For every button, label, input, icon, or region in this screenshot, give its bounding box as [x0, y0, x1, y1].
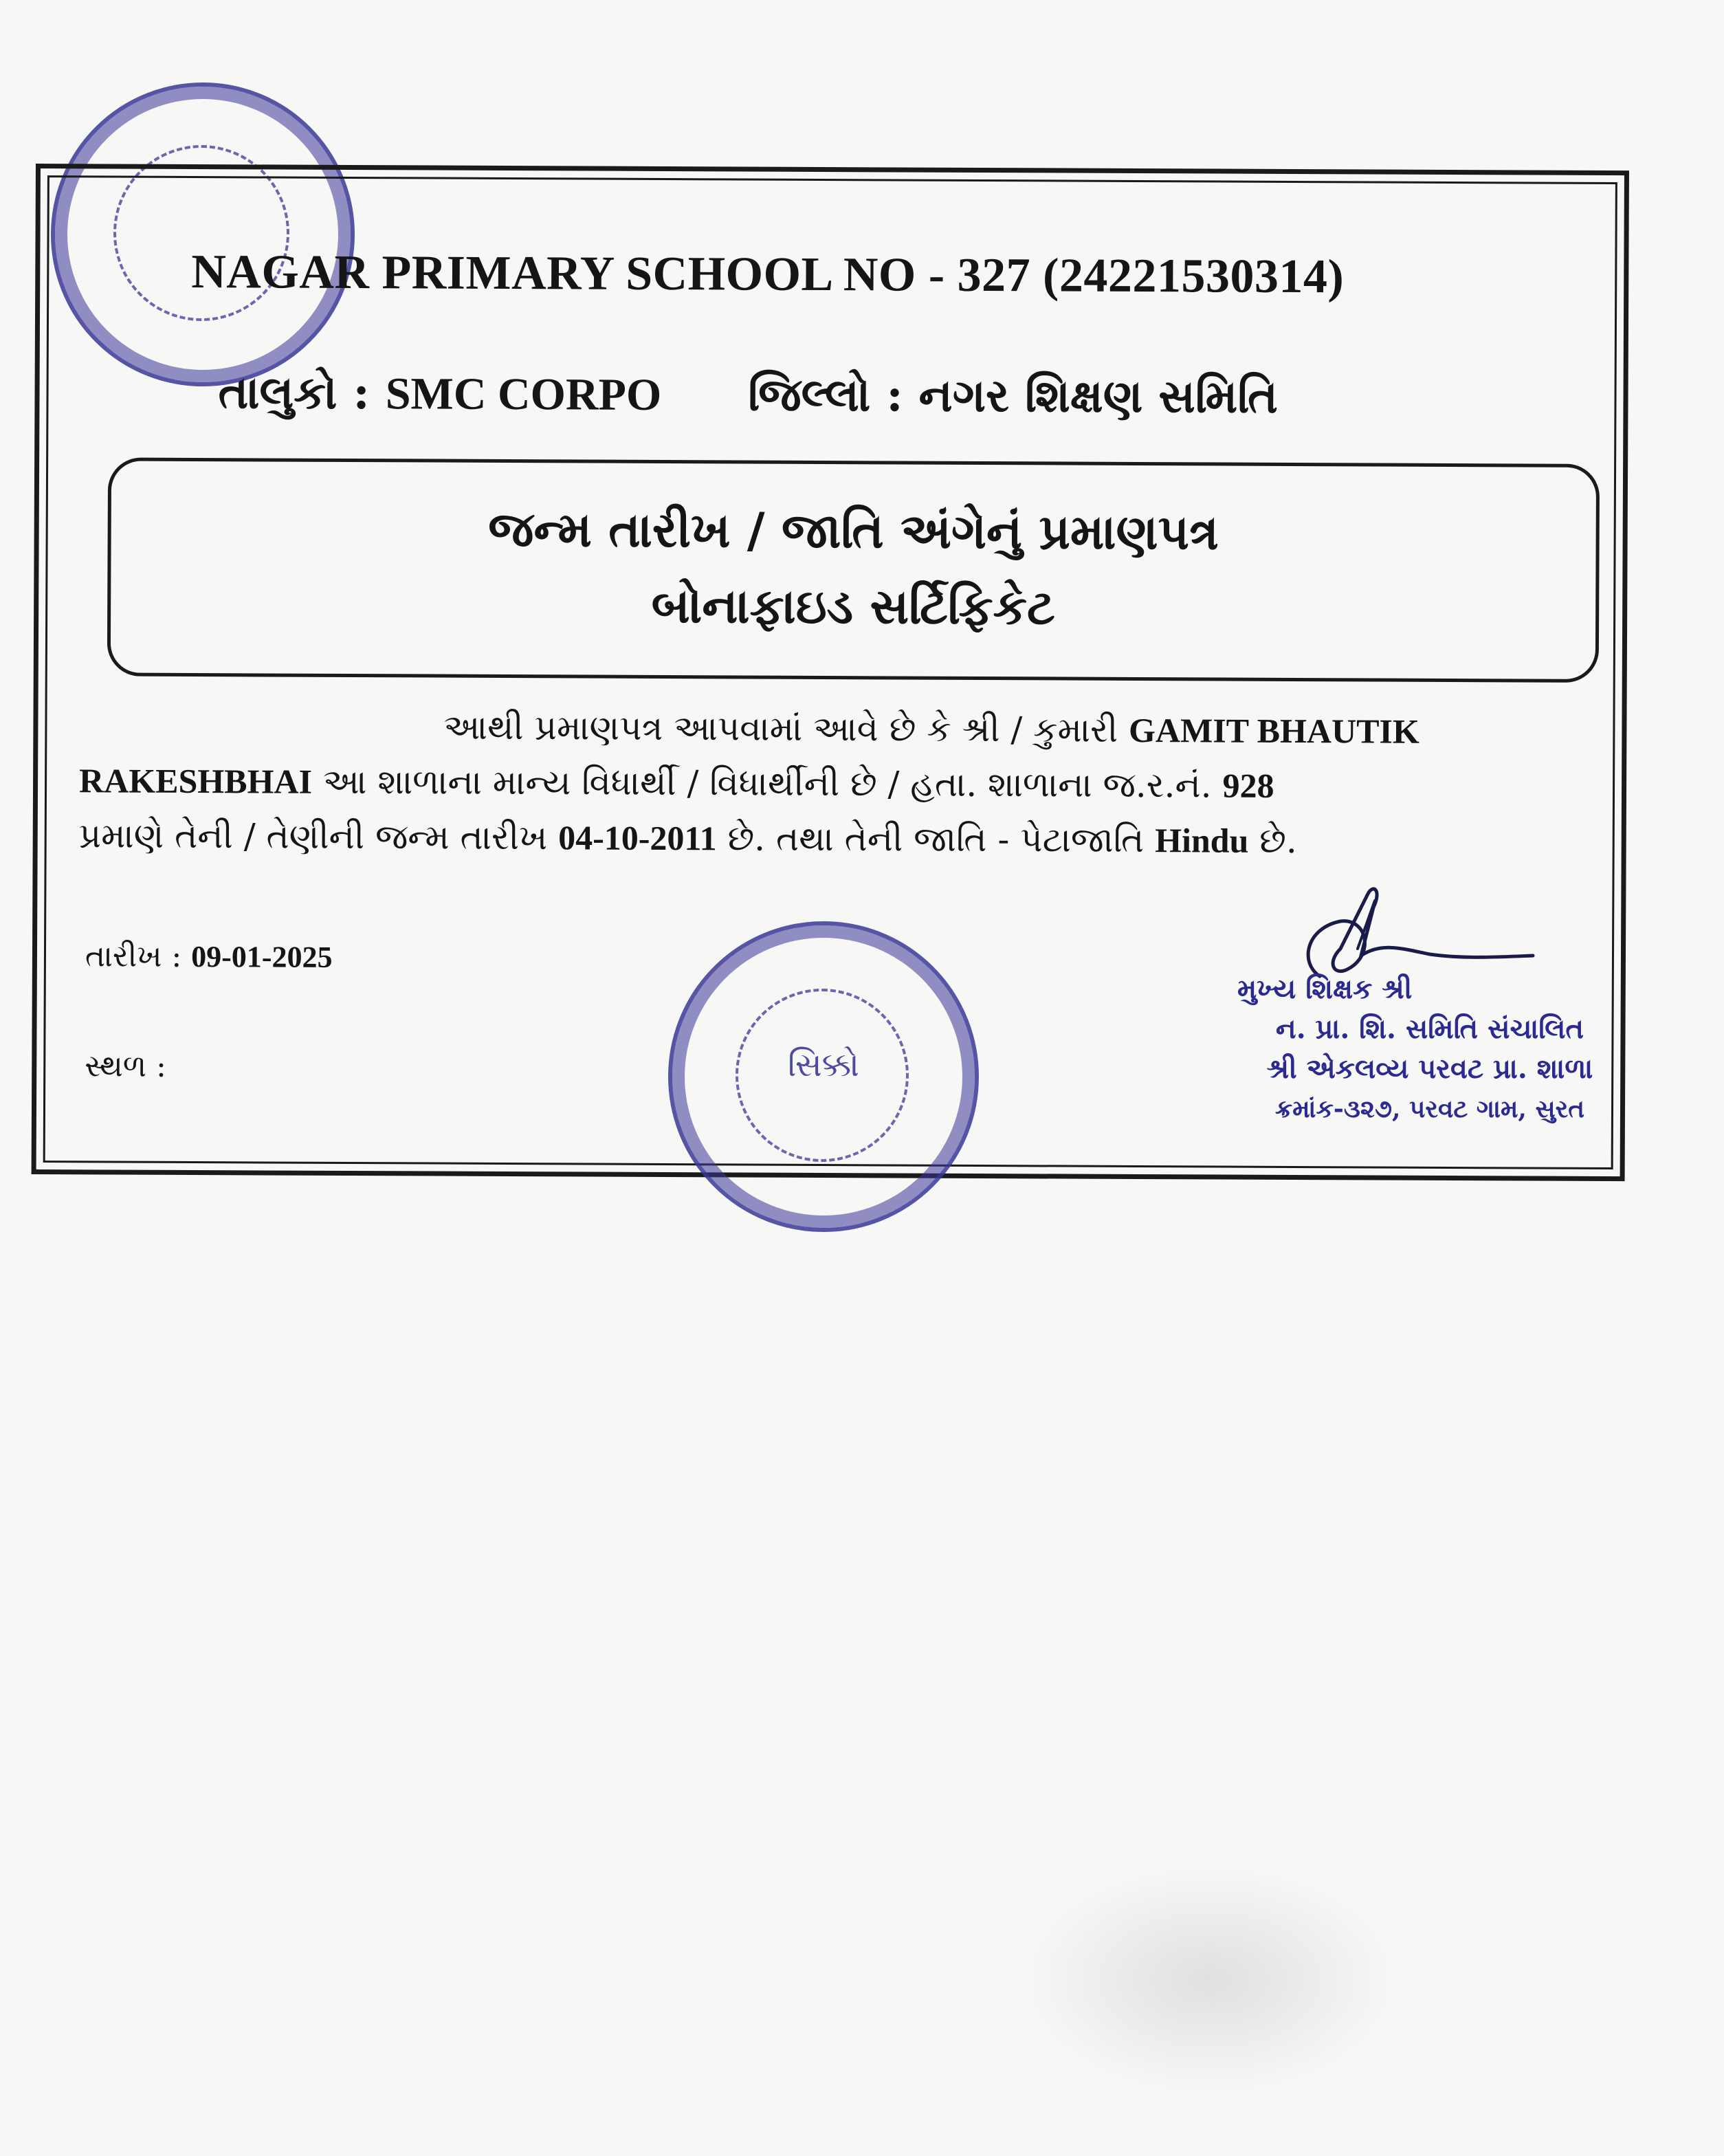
signatory-title: મુખ્ય શિક્ષક શ્રી: [1237, 973, 1413, 1005]
school-seal: [668, 921, 979, 1232]
signatory-line-3: શ્રી એકલવ્ય પરવટ પ્રા. શાળા: [1266, 1053, 1593, 1085]
body-line-2: [79, 753, 1571, 814]
student-name-last: RAKESHBHAI: [78, 761, 313, 801]
body-line-1: [79, 698, 1571, 759]
heading-bonafide: બોનાફાઇડ સર્ટિફિકેટ: [651, 576, 1055, 636]
paper-shadow: [1031, 1870, 1389, 2090]
body-caste-text: છે. તથા તેની જાતિ - પેટાજાતિ: [716, 818, 1156, 861]
signatory-line-4: ક્રમાંક-૩૨૭, પરવટ ગામ, સુરત: [1274, 1094, 1585, 1123]
body-intro-text: આથી પ્રમાણપત્ર આપવામાં આવે છે કે શ્રી / કુમારી: [443, 707, 1129, 750]
district-label: જિલ્લો :: [748, 367, 903, 422]
certificate-heading-box: [107, 457, 1600, 682]
date-label: તારીખ :: [85, 938, 192, 974]
taluka-label: તાલુકો :: [218, 365, 370, 420]
caste-value: Hindu: [1155, 821, 1249, 860]
certificate-body: [79, 698, 1571, 869]
seal-text: સિક્કો: [787, 1046, 860, 1084]
issue-date: [85, 938, 333, 975]
body-end-text: છે.: [1248, 820, 1297, 861]
taluka-district-line: [218, 365, 1524, 426]
date-value: 09-01-2025: [191, 939, 333, 974]
district-value: નગર શિક્ષણ સમિતિ: [918, 368, 1279, 424]
student-name-first: GAMIT BHAUTIK: [1128, 710, 1419, 751]
body-student-text: આ શાળાના માન્ય વિધાર્થી / વિધાર્થીની છે / હતા. શાળાના જ.ર.નં.: [311, 761, 1223, 806]
place-label: સ્થળ :: [85, 1048, 167, 1084]
signatory-line-2: ન. પ્રા. શિ. સમિતિ સંચાલિત: [1275, 1013, 1584, 1045]
signatory-stamp: [1210, 969, 1650, 1129]
register-number: 928: [1222, 766, 1274, 805]
body-line-3: [79, 808, 1571, 869]
heading-birth-caste: જન્મ તારીખ / જાતિ અંગેનું પ્રમાણપત્ર: [488, 500, 1219, 561]
birth-date: 04-10-2011: [558, 818, 717, 858]
body-birth-text: પ્રમાણે તેની / તેણીની જન્મ તારીખ: [78, 815, 559, 858]
school-title: NAGAR PRIMARY SCHOOL NO - 327 (24221530314): [191, 245, 1345, 304]
taluka-value: SMC CORPO: [385, 368, 662, 420]
